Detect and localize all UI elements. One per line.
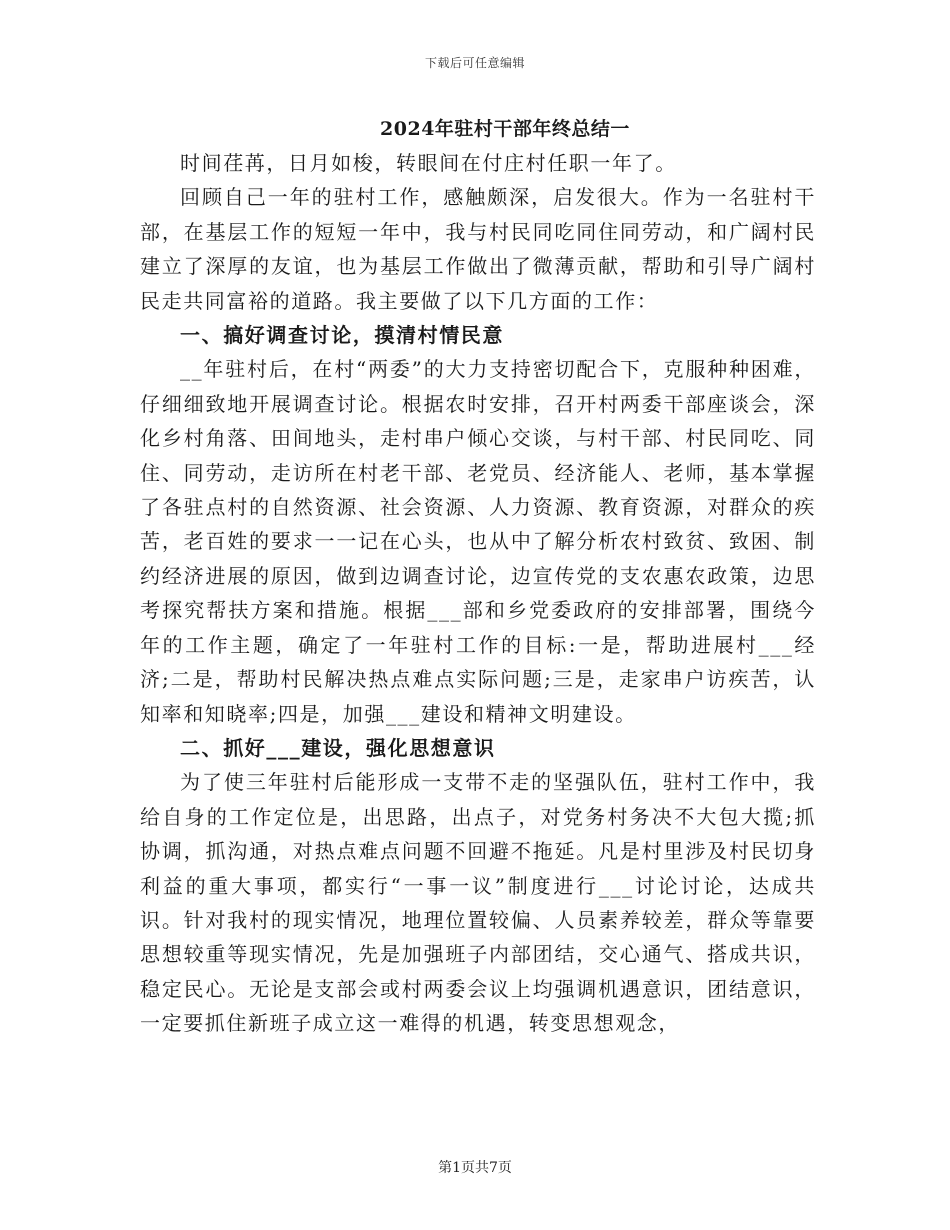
paragraph-section-1: __年驻村后，在村“两委”的大力支持密切配合下，克服种种困难，仔细细致地开展调查讨论。根据农时安排，召开村两委干部座谈会，深化乡村角落、田间地头，走村串户倾心交谈，与村干部、村民同吃、同住、同劳动，走访所在村老干部、老党员、经济能人、老师，基本掌握了各驻点村的自然资源、社会资源、人力资源、教育资源，对群众的疾苦，老百姓的要求一一记在心头，也从中了解分析农村致贫、致困、制约经济进展的原因，做到边调查讨论，边宣传党的支农惠农政策，边思考探究帮扶方案和措施。根据___部和乡党委政府的安排部署，围绕今年的工作主题，确定了一年驻村工作的目标:一是，帮助进展村___经济;二是，帮助村民解决热点难点实际问题;三是，走家串户访疾苦，认知率和知晓率;四是，加强___建设和精神文明建设。 [140, 357, 816, 726]
paragraph-intro: 时间荏苒，日月如梭，转眼间在付庄村任职一年了。 [180, 151, 677, 175]
document-body [140, 146, 816, 1041]
header-note: 下载后可任意编辑 [424, 56, 525, 70]
section-heading-1: 一、搞好调查讨论，摸清村情民意 [180, 323, 504, 348]
page-indicator: 第1页共7页 [438, 1160, 512, 1176]
paragraph-section-2: 为了使三年驻村后能形成一支带不走的坚强队伍，驻村工作中，我给自身的工作定位是，出思路，出点子，对党务村务决不大包大揽;抓协调，抓沟通，对热点难点问题不回避不拖延。凡是村里涉及村民切身利益的重大事项，都实行“一事一议”制度进行___讨论讨论，达成共识。针对我村的现实情况，地理位置较偏、人员素养较差，群众等靠要思想较重等现实情况，先是加强班子内部团结，交心通气、搭成共识，稳定民心。无论是支部会或村两委会议上均强调机遇意识，团结意识，一定要抓住新班子成立这一难得的机遇，转变思想观念， [140, 770, 816, 1036]
section-heading-2: 二、抓好___建设，强化思想意识 [180, 735, 496, 760]
document-title: 2024年驻村干部年终总结一 [380, 118, 630, 140]
paragraph-review: 回顾自己一年的驻村工作，感触颇深，启发很大。作为一名驻村干部，在基层工作的短短一年中，我与村民同吃同住同劳动，和广阔村民建立了深厚的友谊，也为基层工作做出了微薄贡献，帮助和引导广阔村民走共同富裕的道路。我主要做了以下几方面的工作： [140, 185, 816, 313]
